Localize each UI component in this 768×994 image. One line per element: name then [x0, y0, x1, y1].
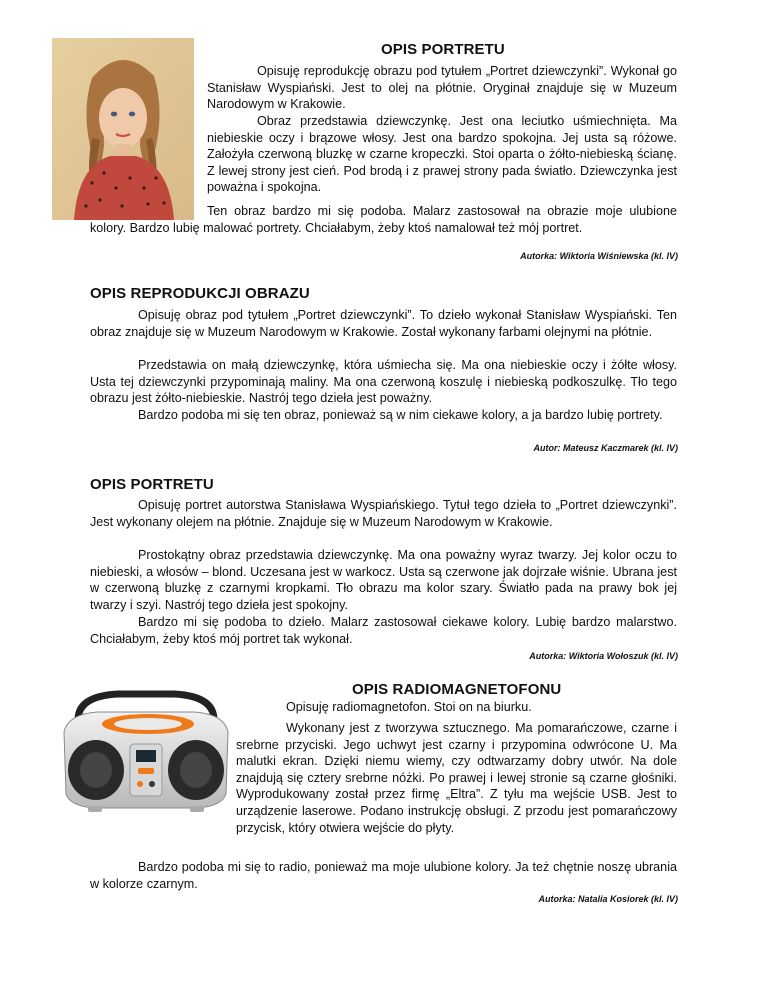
section-paragraph: Opisuję radiomagnetofon. Stoi on na biurku. — [286, 700, 532, 714]
section-paragraph: Obraz przedstawia dziewczynkę. Jest ona leciutko uśmiechnięta. Ma niebieskie oczy i brązowe włosy. Jest ona bardzo spokojna. Jej usta są różowe. Założyła czerwoną bluzkę w czarne kropeczki. Stoi oparta o żółto-niebieską ścianę. Z lewej strony jest cień. Pod brodą i z prawej strony pada światło. Dziewczynka jest poważna i spokojna. — [207, 114, 677, 195]
section-paragraph: Bardzo podoba mi się ten obraz, ponieważ są w nim ciekawe kolory, a ja bardzo lubię portrety. — [138, 408, 663, 422]
section-title: OPIS PORTRETU — [381, 41, 505, 58]
section-title: OPIS RADIOMAGNETOFONU — [352, 681, 562, 698]
section-paragraph: Przedstawia on małą dziewczynkę, która uśmiecha się. Ma ona niebieskie oczy i żółte włosy. Usta tej dziewczynki przypominają maliny. Ma ona czerwoną koszulę i niebieską podkoszulkę. Tło tego obrazu jest żółto-niebieskie. Nastrój tego dzieła jest poważny. — [90, 358, 677, 406]
radio-cd-player-image — [58, 690, 234, 815]
section-paragraph: Wykonany jest z tworzywa sztucznego. Ma pomarańczowe, czarne i srebrne przyciski. Jego uchwyt jest czarny i przypomina odwrócone U. Ma malutki ekran. Dzięki niemu wiemy, czy odtwarzamy dobry utwór. Na dole znajdują się cztery srebrne nóżki. Po prawej i lewej stronie są czarne głośniki. Wyprodukowany został przez firmę „Eltra”. Z tyłu ma wejście USB. Jest to urządzenie laserowe. Podano instrukcję obsługi. Z przodu jest pomarańczowy przycisk, który otwiera wejście do płyty. — [236, 721, 677, 835]
section-author: Autorka: Natalia Kosiorek (kl. IV) — [538, 894, 678, 904]
section-paragraph: Opisuję obraz pod tytułem „Portret dziewczynki”. To dzieło wykonał Stanisław Wyspiański. Ten obraz znajduje się w Muzeum Narodowym w Krakowie. Został wykonany farbami olejnymi na płótnie. — [90, 308, 677, 339]
section-author: Autorka: Wiktoria Wołoszuk (kl. IV) — [529, 651, 678, 661]
section-author: Autor: Mateusz Kaczmarek (kl. IV) — [533, 443, 678, 453]
section-author: Autorka: Wiktoria Wiśniewska (kl. IV) — [520, 251, 678, 261]
section-title: OPIS REPRODUKCJI OBRAZU — [90, 285, 310, 302]
section-paragraph: Opisuję portret autorstwa Stanisława Wyspiańskiego. Tytuł tego dzieła to „Portret dziewczynki”. Jest wykonany olejem na płótnie. Znajduje się w Muzeum Narodowym w Krakowie. — [90, 498, 677, 529]
portrait-painting-image — [52, 38, 194, 220]
section-paragraph: Prostokątny obraz przedstawia dziewczynkę. Ma ona poważny wyraz twarzy. Jej kolor oczu to niebieski, a włosów – blond. Uczesana jest w warkocz. Usta są czerwone jak dojrzałe wiśnie. Ubrana jest w czerwoną bluzkę z czarnymi kropkami. Tło obrazu ma kolor szary. Światło pada na prawy bok jej twarzy i szyi. Nastrój tego dzieła jest spokojny. — [90, 548, 677, 612]
section-title: OPIS PORTRETU — [90, 476, 214, 493]
section-paragraph: Ten obraz bardzo mi się podoba. Malarz zastosował na obrazie moje ulubione kolory. Bardzo lubię malować portrety. Chciałabym, żeby ktoś namalował też mój portret. — [90, 204, 677, 235]
section-paragraph: Bardzo podoba mi się to radio, ponieważ ma moje ulubione kolory. Ja też chętnie noszę ubrania w kolorze czarnym. — [90, 860, 677, 891]
section-paragraph: Bardzo mi się podoba to dzieło. Malarz zastosował ciekawe kolory. Lubię bardzo malarstwo. Chciałabym, żeby ktoś mój portret tak wykonał. — [90, 615, 677, 646]
section-paragraph: Opisuję reprodukcję obrazu pod tytułem „Portret dziewczynki”. Wykonał go Stanisław Wyspiański. Jest to olej na płótnie. Oryginał znajduje się w Muzeum Narodowym w Krakowie. — [207, 64, 677, 112]
